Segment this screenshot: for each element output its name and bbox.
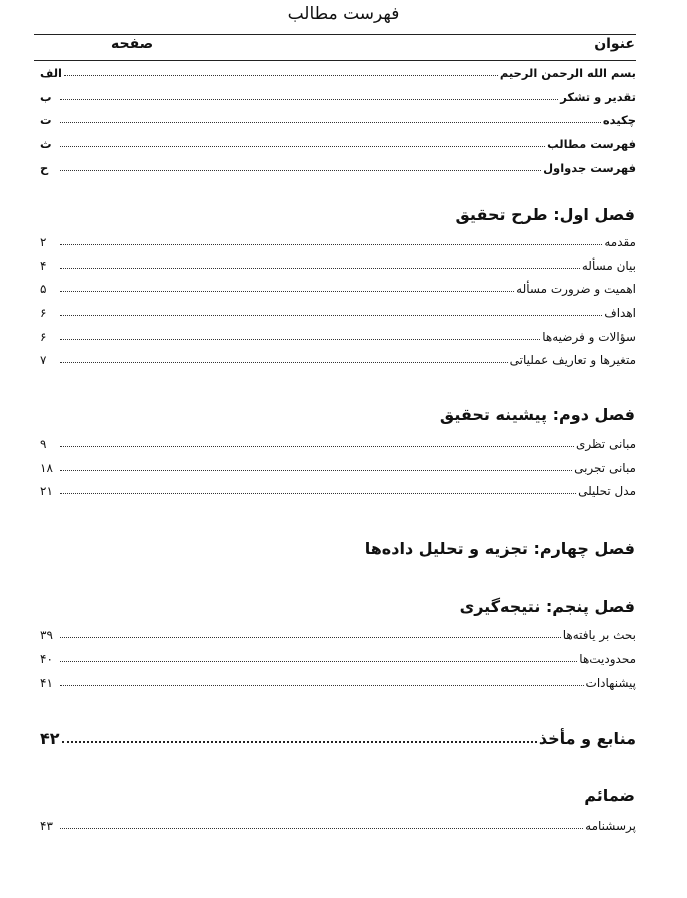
toc-entry[interactable] [40, 815, 636, 833]
dot-leader [60, 637, 561, 638]
dot-leader [64, 75, 498, 76]
toc-entry-page: ۶ [40, 330, 47, 344]
header-bottom-rule [34, 60, 636, 61]
dot-leader [60, 268, 580, 269]
toc-entry-label: اهداف [604, 306, 636, 320]
toc-entry-page: ۵ [40, 282, 47, 296]
toc-entry-label: منابع و مأخذ [538, 729, 636, 748]
dot-leader [60, 362, 508, 363]
dot-leader [60, 315, 602, 316]
toc-entry-page: ۱۸ [40, 461, 53, 475]
toc-entry-label: بیان مسأله [581, 259, 636, 273]
dot-leader [60, 493, 576, 494]
dot-leader [60, 291, 514, 292]
toc-entry-page: ث [40, 137, 52, 151]
toc-entry-page: ۹ [40, 437, 47, 451]
toc-entry-page: ۴۳ [40, 819, 53, 833]
toc-entry-label: فهرست مطالب [547, 137, 636, 151]
toc-entry-label: پیشنهادات [585, 676, 636, 690]
toc-entry-label: تقدیر و تشکر [560, 90, 636, 104]
toc-entry[interactable] [40, 278, 636, 296]
toc-entry-page: ۲۱ [40, 484, 53, 498]
dot-leader [60, 146, 545, 147]
toc-entry-page: ۷ [40, 353, 47, 367]
dot-leader [60, 122, 601, 123]
toc-entry-label: بحث بر یافته‌ها [562, 628, 636, 642]
dot-leader [60, 99, 558, 100]
chapter-5-heading[interactable]: فصل پنجم: نتیجه‌گیری [459, 597, 635, 616]
toc-entry-page: ت [40, 113, 52, 127]
toc-entry[interactable] [40, 255, 636, 273]
chapter-4-heading[interactable]: فصل چهارم: تجزیه و تحلیل داده‌ها [364, 539, 635, 558]
toc-entry-page: ۲ [40, 235, 47, 249]
toc-entry-label: محدودیت‌ها [579, 652, 636, 666]
toc-entry-page: ۳۹ [40, 628, 53, 642]
dot-leader [60, 661, 577, 662]
toc-entry-tables[interactable] [40, 157, 636, 175]
toc-entry-label: مبانی تجربی [574, 461, 636, 475]
dot-leader [60, 446, 574, 447]
chapter-2-heading[interactable]: فصل دوم: پیشینه تحقیق [439, 405, 635, 424]
dot-leader [60, 828, 583, 829]
dot-leader [60, 170, 541, 171]
page-title: فهرست مطالب [287, 4, 400, 24]
toc-entry-page: الف [40, 66, 62, 80]
toc-entry[interactable] [40, 624, 636, 642]
toc-entry[interactable] [40, 457, 636, 475]
toc-entry-label: متغیرها و تعاریف عملیاتی [509, 353, 636, 367]
toc-entry-page: ۴۰ [40, 652, 53, 666]
toc-entry[interactable] [40, 433, 636, 451]
toc-entry[interactable] [40, 672, 636, 690]
dot-leader [62, 741, 537, 743]
toc-entry[interactable] [40, 648, 636, 666]
toc-entry-label: اهمیت و ضرورت مسأله [516, 282, 636, 296]
dot-leader [60, 470, 572, 471]
toc-entry-page: ۴ [40, 259, 47, 273]
toc-entry-references[interactable] [40, 726, 636, 748]
dot-leader [60, 244, 602, 245]
toc-entry-label: چکیده [602, 113, 636, 127]
toc-entry-contents[interactable] [40, 133, 636, 151]
toc-entry[interactable] [40, 302, 636, 320]
dot-leader [60, 685, 584, 686]
toc-entry-page: ۴۲ [40, 729, 60, 748]
toc-entry[interactable] [40, 231, 636, 249]
toc-entry-page: ب [40, 90, 52, 104]
toc-entry[interactable] [40, 349, 636, 367]
toc-entry-label: سؤالات و فرضیه‌ها [542, 330, 636, 344]
toc-entry-page: ۴۱ [40, 676, 53, 690]
toc-entry-page: ح [40, 161, 49, 175]
dot-leader [60, 339, 540, 340]
title-column-header: عنوان [594, 36, 635, 52]
chapter-1-heading[interactable]: فصل اول: طرح تحقیق [455, 205, 635, 224]
toc-entry-acknowledgements[interactable] [40, 86, 636, 104]
toc-entry[interactable] [40, 326, 636, 344]
toc-entry-bismillah[interactable] [40, 62, 636, 80]
toc-entry-page: ۶ [40, 306, 47, 320]
toc-entry-label: پرسشنامه [585, 819, 636, 833]
toc-entry-label: فهرست جدواول [543, 161, 636, 175]
toc-entry-label: بسم الله الرحمن الرحیم [499, 66, 636, 80]
toc-entry-label: مدل تحلیلی [578, 484, 636, 498]
page-column-header: صفحه [111, 36, 154, 52]
header-top-rule [34, 34, 636, 35]
appendix-heading[interactable]: ضمائم [584, 786, 635, 805]
toc-entry[interactable] [40, 480, 636, 498]
toc-entry-label: مبانی تظری [575, 437, 636, 451]
toc-entry-label: مقدمه [604, 235, 636, 249]
toc-entry-abstract[interactable] [40, 109, 636, 127]
